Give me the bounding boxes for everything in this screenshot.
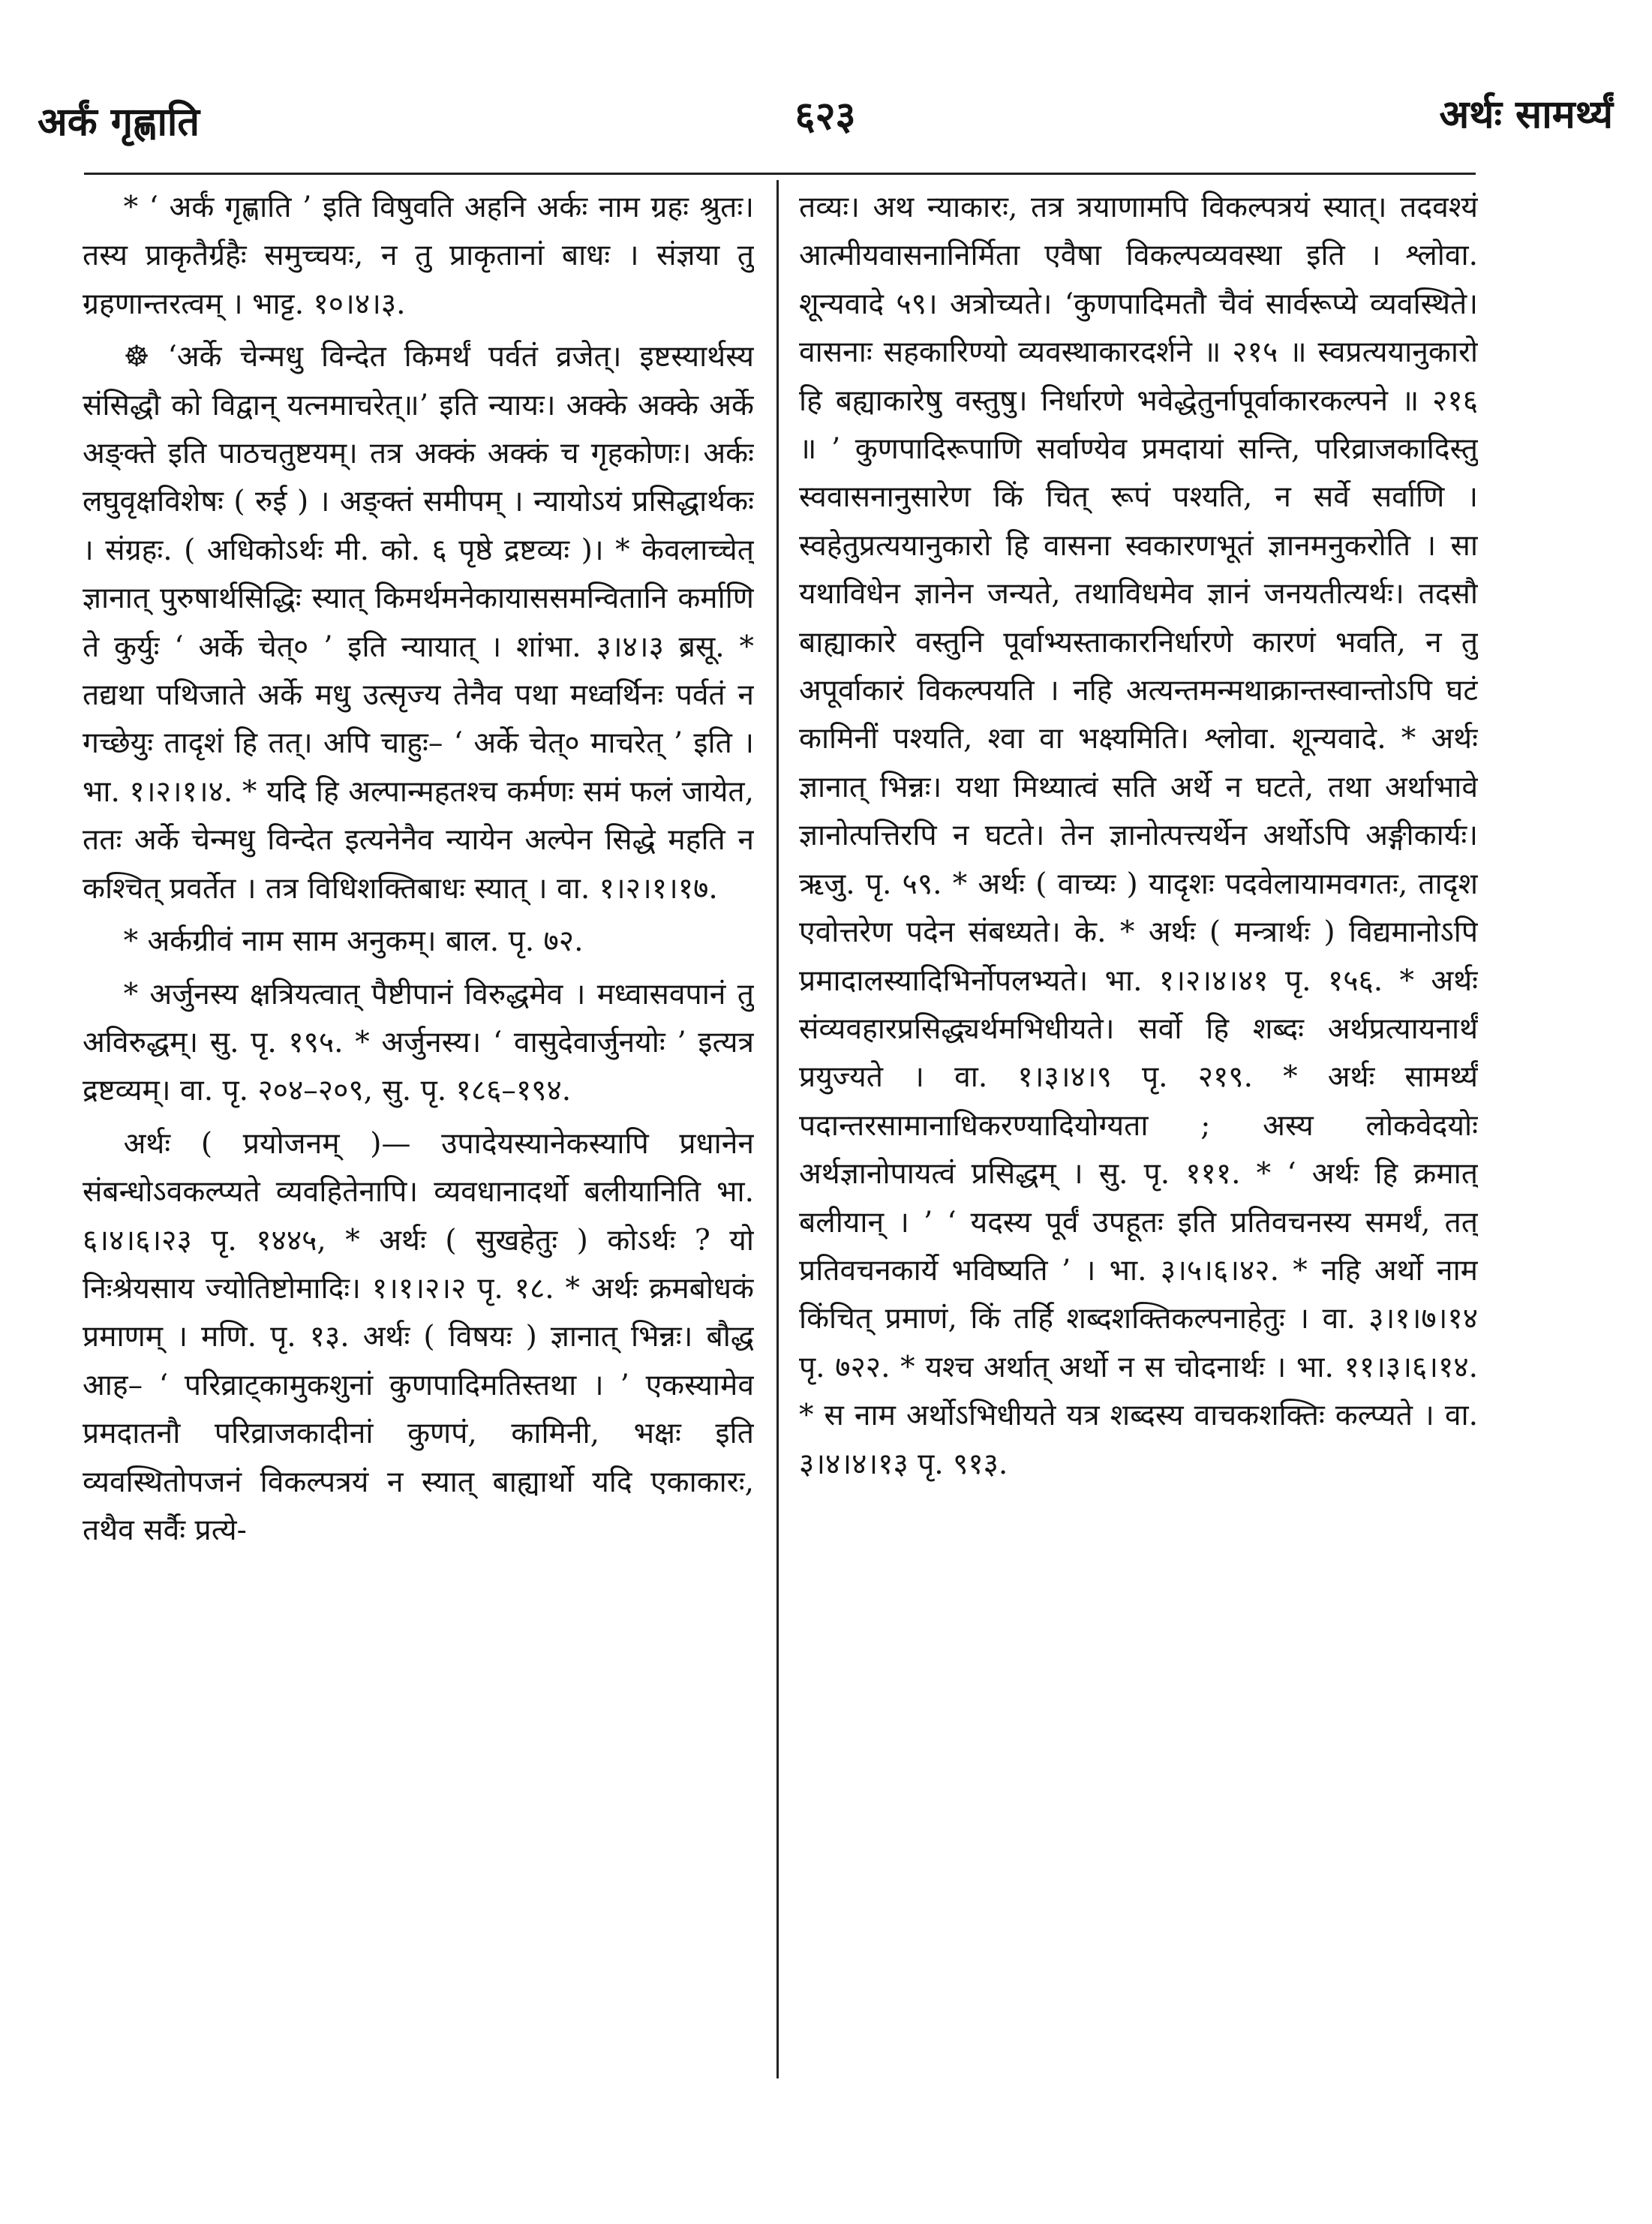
header-rule: [84, 173, 1476, 175]
header-left-keyword: अर्कं गृह्णाति: [38, 99, 200, 145]
entry-arthah-prayojanam: अर्थः ( प्रयोजनम् )— उपादेयस्यानेकस्यापि प्रधानेन संबन्धोऽवकल्प्यते व्यवहितेनापि। व्यवधानादर्थो बलीयानिति भा. ६।४।६।२३ पृ. १४४५, * अर्थः ( सुखहेतुः ) कोऽर्थः ? यो निःश्रेयसाय ज्योतिष्टोमादिः। १।१।२।२ पृ. १८. * अर्थः क्रमबोधकं प्रमाणम् । मणि. पृ. १३. अर्थः ( विषयः ) ज्ञानात् भिन्नः। बौद्ध आह– ‘ परिव्राट्कामुकशुनां कुणपादिमतिस्तथा । ’ एकस्यामेव प्रमदातनौ परिव्राजकादीनां कुणपं, कामिनी, भक्षः इति व्यवस्थितोपजनं विकल्पत्रयं न स्यात् बाह्यार्थो यदि एकाकारः, तथैव सर्वैः प्रत्ये-: [83, 1126, 754, 1547]
header-right-keyword: अर्थः सामर्थ्यं: [1439, 92, 1613, 137]
page-number: ६२३: [794, 93, 856, 139]
entry-arkagriva: * अर्कग्रीवं नाम साम अनुकम्। बाल. पृ. ७२.: [123, 924, 584, 959]
right-column: [799, 184, 1478, 2105]
left-column: [83, 184, 754, 2105]
entry-arjunasya: * अर्जुनस्य क्षत्रियत्वात् पैष्टीपानं विरुद्धमेव । मध्वासवपानं तु अविरुद्धम्। सु. पृ. १९५. * अर्जुनस्य। ‘ वासुदेवार्जुनयोः ’ इत्यत्र द्रष्टव्यम्। वा. पृ. २०४–२०९, सु. पृ. १८६–१९४.: [83, 977, 754, 1108]
page-header: [38, 79, 1613, 161]
entry-arke-chen-madhu: ☸ ‘अर्के चेन्मधु विन्देत किमर्थं पर्वतं व्रजेत्। इष्टस्यार्थस्य संसिद्धौ को विद्वान् यत्नमाचरेत्॥’ इति न्यायः। अक्के अक्के अर्के अङ्क्ते इति पाठचतुष्टयम्। तत्र अक्कं अक्कं च गृहकोणः। अर्कः लघुवृक्षविशेषः ( रुई ) । अङ्क्तं समीपम् । न्यायोऽयं प्रसिद्धार्थकः । संग्रहः. ( अधिकोऽर्थः मी. को. ६ पृष्ठे द्रष्टव्यः )। * केवलाच्चेत् ज्ञानात् पुरुषार्थसिद्धिः स्यात् किमर्थमनेकायाससमन्वितानि कर्माणि ते कुर्युः ‘ अर्के चेत्० ’ इति न्यायात् । शांभा. ३।४।३ ब्रसू. * तद्यथा पथिजाते अर्के मधु उत्सृज्य तेनैव पथा मध्वर्थिनः पर्वतं न गच्छेयुः तादृशं हि तत्। अपि चाहुः– ‘ अर्के चेत्० माचरेत् ’ इति । भा. १।२।१।४. * यदि हि अल्पान्महतश्च कर्मणः समं फलं जायेत, ततः अर्के चेन्मधु विन्देत इत्यनेनैव न्यायेन अल्पेन सिद्धे महति न कश्चित् प्रवर्तेत । तत्र विधिशक्तिबाधः स्यात् । वा. १।२।१।१७.: [83, 340, 754, 906]
entry-arkam-grihnati: * ‘ अर्कं गृह्णाति ’ इति विषुवति अहनि अर्कः नाम ग्रहः श्रुतः। तस्य प्राकृतैर्ग्रहैः समुच्चयः, न तु प्राकृतानां बाधः । संज्ञया तु ग्रहणान्तरत्वम् । भाट्ट. १०।४।३.: [83, 191, 754, 321]
column-divider: [776, 180, 779, 2078]
entry-arthah-continued: तव्यः। अथ न्याकारः, तत्र त्रयाणामपि विकल्पत्रयं स्यात्। तदवश्यं आत्मीयवासनानिर्मिता एवैषा विकल्पव्यवस्था इति । श्लोवा. शून्यवादे ५९। अत्रोच्यते। ‘कुणपादिमतौ चैवं सार्वरूप्ये व्यवस्थिते। वासनाः सहकारिण्यो व्यवस्थाकारदर्शने ॥ २१५ ॥ स्वप्रत्ययानुकारो हि बह्याकारेषु वस्तुषु। निर्धारणे भवेद्धेतुर्नापूर्वाकारकल्पने ॥ २१६ ॥ ’ कुणपादिरूपाणि सर्वाण्येव प्रमदायां सन्ति, परिव्राजकादिस्तु स्ववासनानुसारेण किं चित् रूपं पश्यति, न सर्वे सर्वाणि । स्वहेतुप्रत्ययानुकारो हि वासना स्वकारणभूतं ज्ञानमनुकरोति । सा यथाविधेन ज्ञानेन जन्यते, तथाविधमेव ज्ञानं जनयतीत्यर्थः। तदसौ बाह्याकारे वस्तुनि पूर्वाभ्यस्ताकारनिर्धारणे कारणं भवति, न तु अपूर्वाकारं विकल्पयति । नहि अत्यन्तमन्मथाक्रान्तस्वान्तोऽपि घटं कामिनीं पश्यति, श्वा वा भक्ष्यमिति। श्लोवा. शून्यवादे. * अर्थः ज्ञानात् भिन्नः। यथा मिथ्यात्वं सति अर्थे न घटते, तथा अर्थाभावे ज्ञानोत्पत्तिरपि न घटते। तेन ज्ञानोत्पत्त्यर्थेन अर्थोऽपि अङ्गीकार्यः। ऋजु. पृ. ५९. * अर्थः ( वाच्यः ) यादृशः पदवेलायामवगतः, तादृश एवोत्तरेण पदेन संबध्यते। के. * अर्थः ( मन्त्रार्थः ) विद्यमानोऽपि प्रमादालस्यादिभिर्नोपलभ्यते। भा. १।२।४।४१ पृ. १५६. * अर्थः संव्यवहारप्रसिद्ध्यर्थमभिधीयते। सर्वो हि शब्दः अर्थप्रत्यायनार्थं प्रयुज्यते । वा. १।३।४।९ पृ. २१९. * अर्थः सामर्थ्यं पदान्तरसामानाधिकरण्यादियोग्यता ; अस्य लोकवेदयोः अर्थज्ञानोपायत्वं प्रसिद्धम् । सु. पृ. १११. * ‘ अर्थः हि क्रमात् बलीयान् । ’ ‘ यदस्य पूर्वं उपहूतः इति प्रतिवचनस्य समर्थं, तत् प्रतिवचनकार्ये भविष्यति ’ । भा. ३।५।६।४२. * नहि अर्थो नाम किंचित् प्रमाणं, किं तर्हि शब्दशक्तिकल्पनाहेतुः । वा. ३।१।७।१४ पृ. ७२२. * यश्च अर्थात् अर्थो न स चोदनार्थः । भा. ११।३।६।१४. * स नाम अर्थोऽभिधीयते यत्र शब्दस्य वाचकशक्तिः कल्प्यते । वा. ३।४।४।१३ पृ. ९१३.: [799, 191, 1478, 1481]
